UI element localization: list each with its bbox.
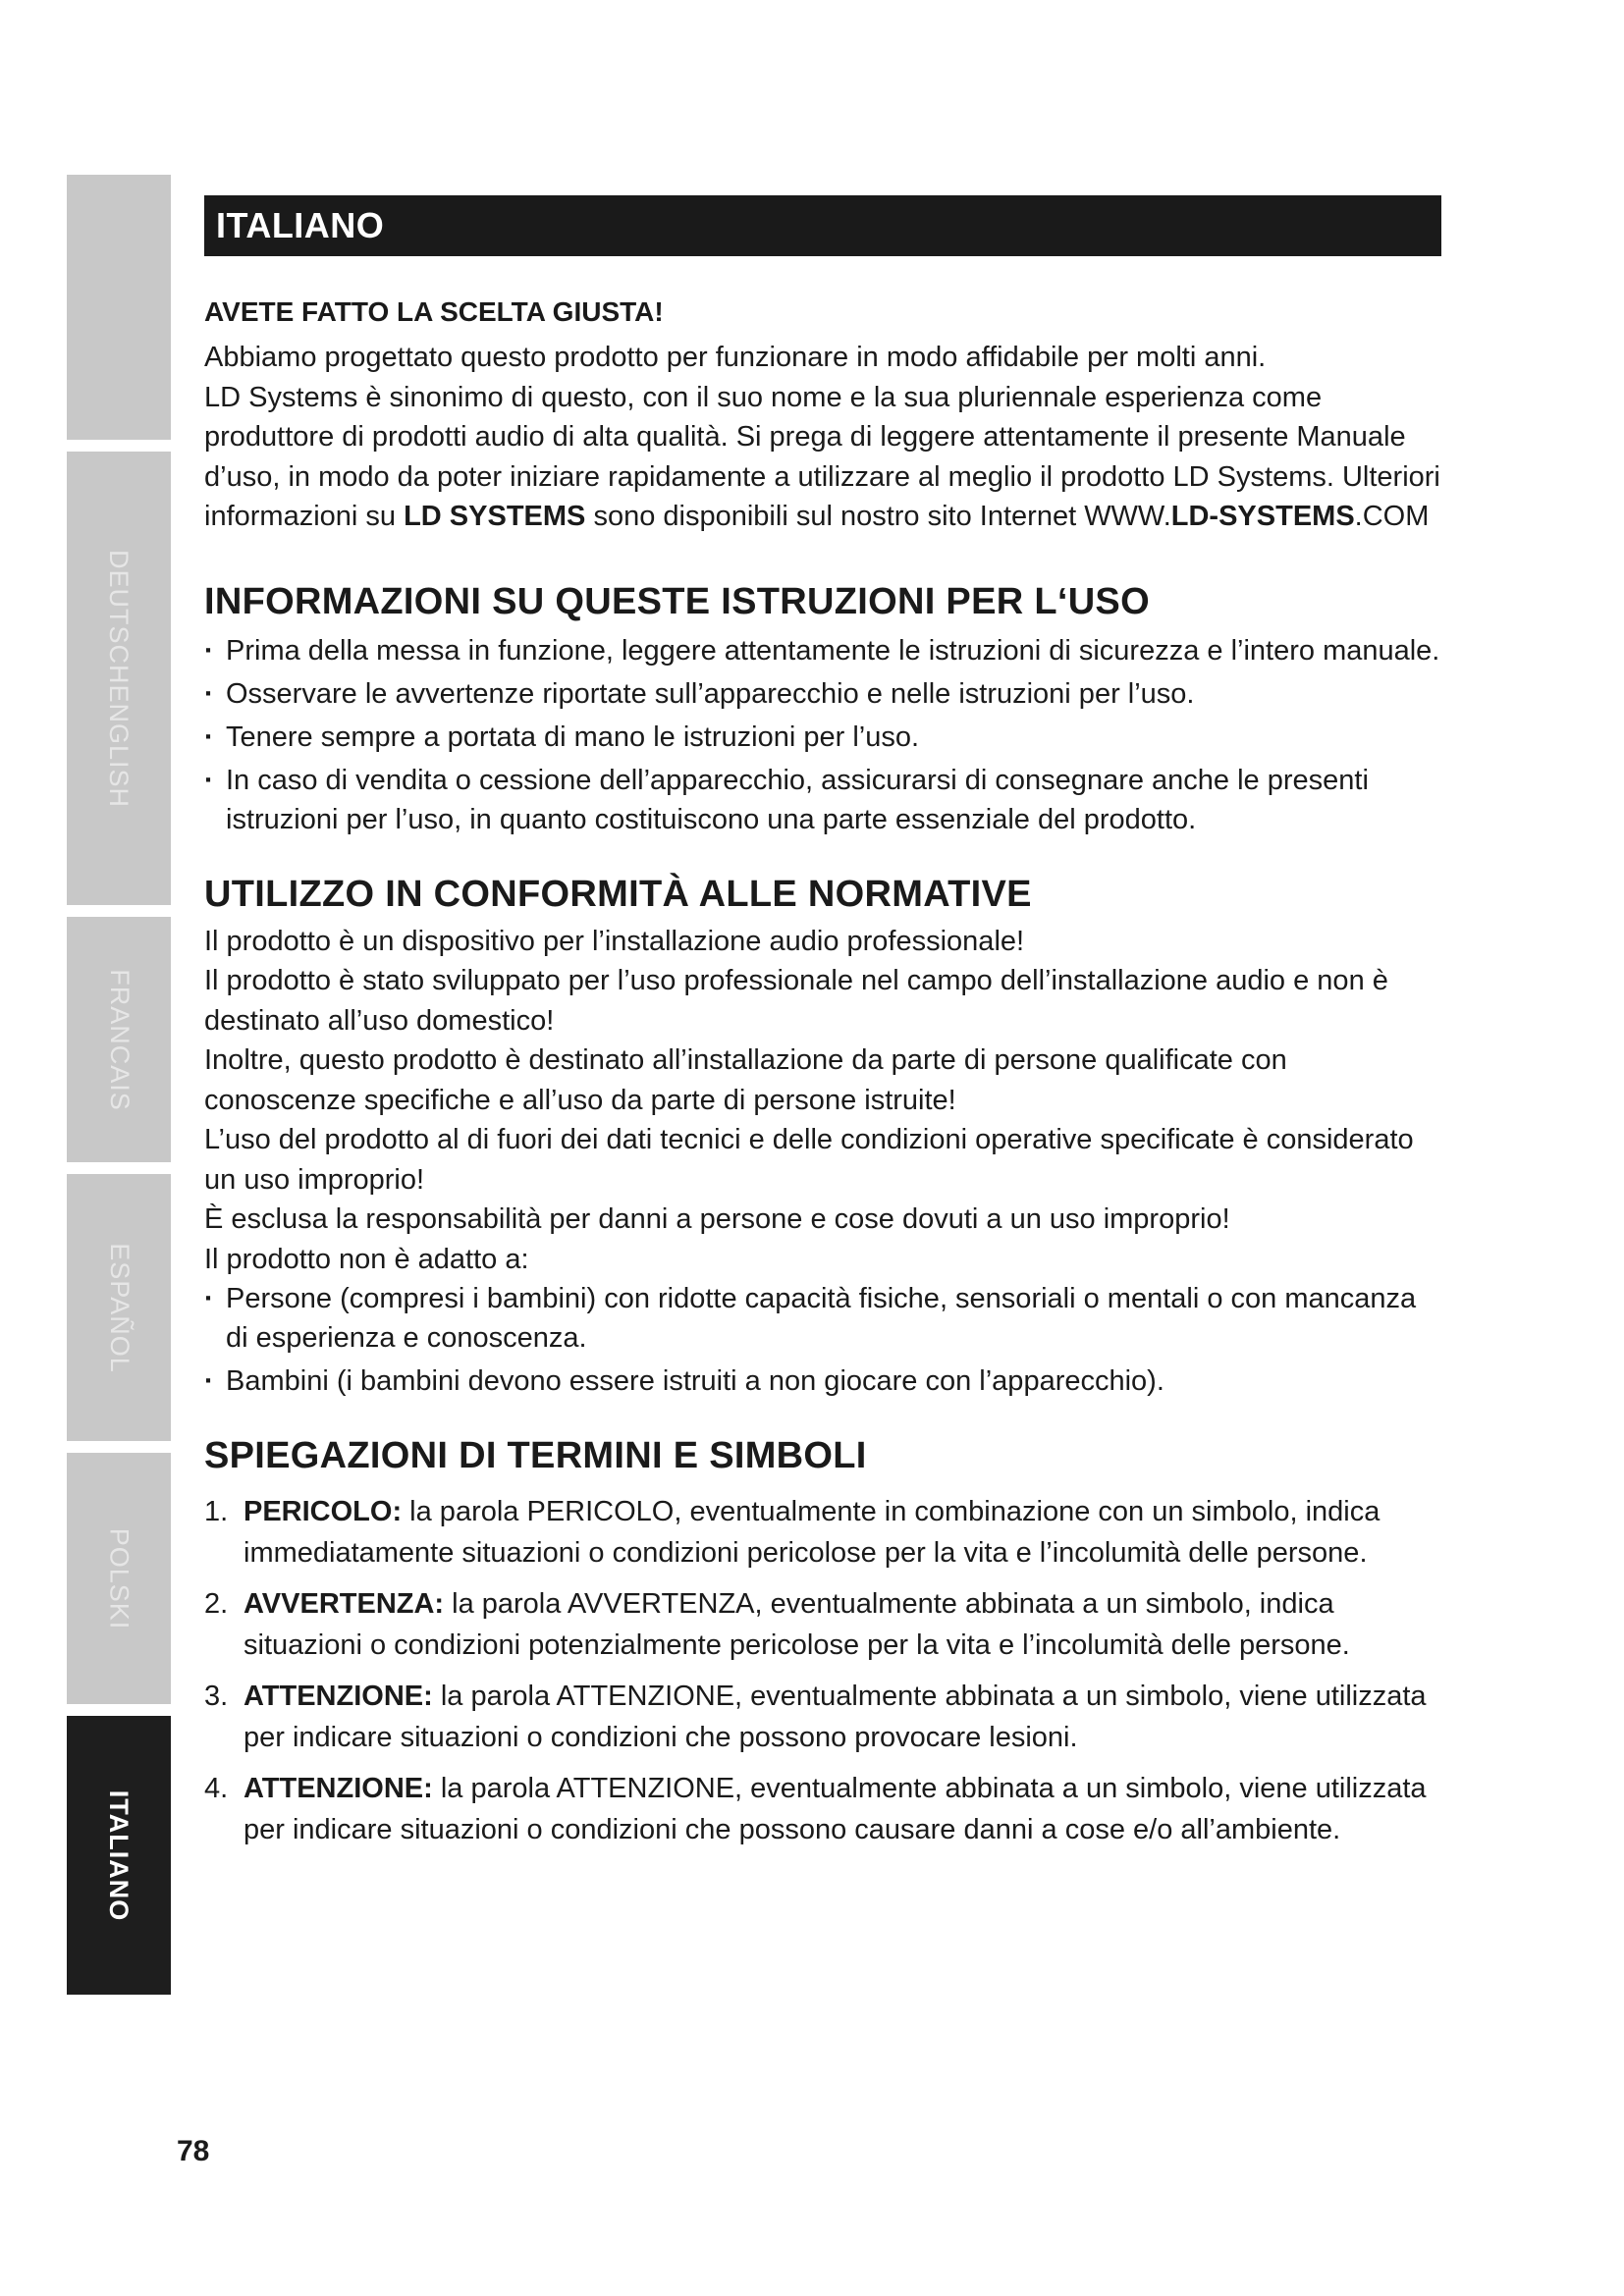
list-item: · Prima della messa in funzione, leggere attentamente le istruzioni di sicurezza e l’intero manuale. bbox=[204, 631, 1441, 670]
instructions-list bbox=[204, 631, 1441, 839]
tab-label-francais: FRANCAIS bbox=[104, 968, 135, 1111]
tab-espanol[interactable] bbox=[67, 1174, 171, 1441]
brand-name: LD SYSTEMS bbox=[404, 501, 586, 532]
conformity-p3: Inoltre, questo prodotto è destinato all’installazione da parte di persone qualificate con conoscenze specifiche e all’uso da parte di persone istruite! bbox=[204, 1044, 1287, 1116]
intro-line-1: Abbiamo progettato questo prodotto per funzionare in modo affidabile per molti anni. bbox=[204, 342, 1267, 373]
tab-label-espanol: ESPAÑOL bbox=[104, 1242, 135, 1373]
list-item: · Persone (compresi i bambini) con ridotte capacità fisiche, sensoriali o mentali o con mancanza di esperienza e conoscenza. bbox=[204, 1279, 1441, 1358]
intro-paragraph: LD Systems è sinonimo di questo, con il suo nome e la sua pluriennale esperienza come produttore di prodotti audio di alta qualità. Si prega di leggere attentamente il presente Manuale d’uso, in modo da poter iniziare rapidamente a utilizzare al meglio il prodotto LD Systems. Ulteriori informazioni su LD SYSTEMS sono disponibili sul nostro sito Internet WWW.LD-SYSTEMS.COM bbox=[204, 381, 1440, 532]
list-item: 3. ATTENZIONE: la parola ATTENZIONE, eventualmente abbinata a un simbolo, viene utilizzata per indicare situazioni o condizioni che possono provocare lesioni. bbox=[204, 1681, 1427, 1753]
list-item: 4. ATTENZIONE: la parola ATTENZIONE, eventualmente abbinata a un simbolo, viene utilizzata per indicare situazioni o condizioni che possono causare danni a cose e/o all’ambiente. bbox=[204, 1773, 1427, 1845]
conformity-p5: È esclusa la responsabilità per danni a persone e cose dovuti a un uso improprio! bbox=[204, 1203, 1230, 1235]
list-item: · Osservare le avvertenze riportate sull’apparecchio e nelle istruzioni per l’uso. bbox=[204, 674, 1441, 714]
tab-label-deutsch-english: DEUTSCHENGLISH bbox=[104, 549, 135, 808]
term-label: ATTENZIONE: bbox=[244, 1681, 433, 1712]
header-title: ITALIANO bbox=[216, 205, 385, 245]
conformity-p2: Il prodotto è stato sviluppato per l’uso professionale nel campo dell’installazione audio e non è destinato all’uso domestico! bbox=[204, 965, 1388, 1037]
section-title-conformity: UTILIZZO IN CONFORMITÀ ALLE NORMATIVE bbox=[204, 873, 1032, 915]
tab-top-blank bbox=[67, 175, 171, 440]
symbols-list bbox=[204, 1491, 1441, 1850]
tab-italiano[interactable] bbox=[67, 1716, 171, 1995]
tab-francais[interactable] bbox=[67, 917, 171, 1162]
list-item: · Bambini (i bambini devono essere istruiti a non giocare con l’apparecchio). bbox=[204, 1362, 1441, 1401]
page-number: 78 bbox=[177, 2135, 210, 2167]
term-label: ATTENZIONE: bbox=[244, 1773, 433, 1804]
list-item: · Tenere sempre a portata di mano le istruzioni per l’uso. bbox=[204, 718, 1441, 757]
conformity-p6: Il prodotto non è adatto a: bbox=[204, 1243, 529, 1275]
conformity-p1: Il prodotto è un dispositivo per l’installazione audio professionale! bbox=[204, 925, 1025, 957]
term-label: PERICOLO: bbox=[244, 1496, 403, 1527]
conformity-p4: L’uso del prodotto al di fuori dei dati tecnici e delle condizioni operative specificate è considerato un uso improprio! bbox=[204, 1124, 1414, 1196]
unsuitable-list bbox=[204, 1279, 1441, 1401]
list-item: 1. PERICOLO: la parola PERICOLO, eventualmente in combinazione con un simbolo, indica immediatamente situazioni o condizioni pericolose per la vita e l’incolumità delle persone. bbox=[204, 1496, 1380, 1569]
language-header-bar bbox=[204, 195, 1441, 256]
tab-polski[interactable] bbox=[67, 1453, 171, 1704]
section-title-instructions: INFORMAZIONI SU QUESTE ISTRUZIONI PER L‘USO bbox=[204, 580, 1150, 622]
term-label: AVVERTENZA: bbox=[244, 1588, 445, 1620]
website-domain: LD-SYSTEMS bbox=[1170, 501, 1355, 532]
tab-label-polski: POLSKI bbox=[104, 1527, 135, 1629]
tab-deutsch-english[interactable] bbox=[67, 452, 171, 905]
tab-label-italiano: ITALIANO bbox=[104, 1789, 135, 1921]
list-item: · In caso di vendita o cessione dell’apparecchio, assicurarsi di consegnare anche le presenti istruzioni per l’uso, in quanto costituiscono una parte essenziale del prodotto. bbox=[204, 761, 1441, 839]
section-title-symbols: SPIEGAZIONI DI TERMINI E SIMBOLI bbox=[204, 1435, 867, 1476]
page-content bbox=[204, 291, 1441, 1860]
list-item: 2. AVVERTENZA: la parola AVVERTENZA, eventualmente abbinata a un simbolo, indica situazioni o condizioni potenzialmente pericolose per la vita e l’incolumità delle persone. bbox=[204, 1588, 1350, 1661]
intro-title: AVETE FATTO LA SCELTA GIUSTA! bbox=[204, 296, 664, 327]
